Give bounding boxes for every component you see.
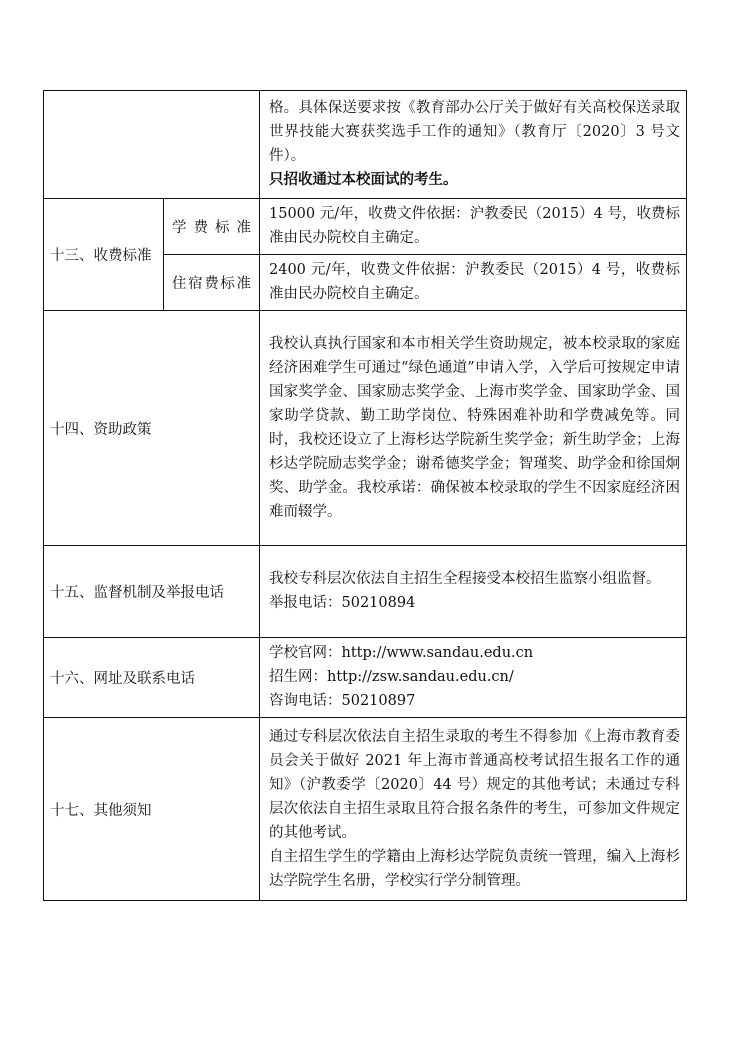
row-15 [44, 546, 687, 638]
row-15-text: 我校专科层次依法自主招生全程接受本校招生监察小组监督。 [269, 571, 661, 587]
row-17-content [260, 718, 687, 901]
row-12-label-cell [44, 91, 260, 199]
row-17-paragraph-2: 自主招生学生的学籍由上海杉达学院负责统一管理，编入上海杉达学院学生名册，学校实行学分制管理。 [269, 848, 680, 889]
row-16-label: 十六、网址及联系电话 [44, 638, 260, 718]
row-16-content [260, 638, 687, 718]
row-12-text: 格。具体保送要求按《教育部办公厅关于做好有关高校保送录取世界技能大赛获奖选手工作的通知》（教育厅〔2020〕3 号文件）。 [269, 100, 680, 164]
lodging-text: 2400 元/年，收费文件依据：沪教委民（2015）4 号，收费标准由民办院校自主确定。 [260, 255, 687, 311]
row-14 [44, 311, 687, 546]
row-13-tuition [44, 199, 687, 255]
row-17 [44, 718, 687, 901]
row-17-paragraph-1: 通过专科层次依法自主招生录取的考生不得参加《上海市教育委员会关于做好 2021 年上海市普通高校考试招生报名工作的通知》（沪教委学〔2020〕44 号）规定的其他考试；未通过专科层次依法自主招生录取且符合报名条件的考生，可参加文件规定的其他考试。 [269, 728, 680, 841]
row-14-text: 我校认真执行国家和本市相关学生资助规定，被本校录取的家庭经济困难学生可通过“绿色通道”申请入学，入学后可按规定申请国家奖学金、国家励志奖学金、上海市奖学金、国家助学金、国家助学贷款、勤工助学岗位、特殊困难补助和学费减免等。同时，我校还设立了上海杉达学院新生奖学金；新生助学金；上海杉达学院励志奖学金；谢希德奖学金；智瑾奖、助学金和徐国炯奖、助学金。我校承诺：确保被本校录取的学生不因家庭经济困难而辍学。 [260, 311, 687, 546]
tuition-label: 学费标准 [164, 199, 260, 255]
admission-website: 招生网：http://zsw.sandau.edu.cn/ [269, 669, 514, 685]
tuition-text: 15000 元/年，收费文件依据：沪教委民（2015）4 号，收费标准由民办院校自主确定。 [260, 199, 687, 255]
row-16 [44, 638, 687, 718]
report-phone: 举报电话：50210894 [269, 595, 416, 611]
school-website: 学校官网：http://www.sandau.edu.cn [269, 645, 534, 661]
row-15-content [260, 546, 687, 638]
row-17-label: 十七、其他须知 [44, 718, 260, 901]
row-12-bold-note: 只招收通过本校面试的考生。 [269, 171, 458, 188]
row-15-label: 十五、监督机制及举报电话 [44, 546, 260, 638]
row-12-continuation [44, 91, 687, 199]
row-14-label: 十四、资助政策 [44, 311, 260, 546]
lodging-label: 住宿费标准 [164, 255, 260, 311]
consult-phone: 咨询电话：50210897 [269, 693, 416, 709]
row-13-label: 十三、收费标准 [44, 199, 164, 311]
admissions-info-table [43, 90, 687, 901]
row-12-content [260, 91, 687, 199]
